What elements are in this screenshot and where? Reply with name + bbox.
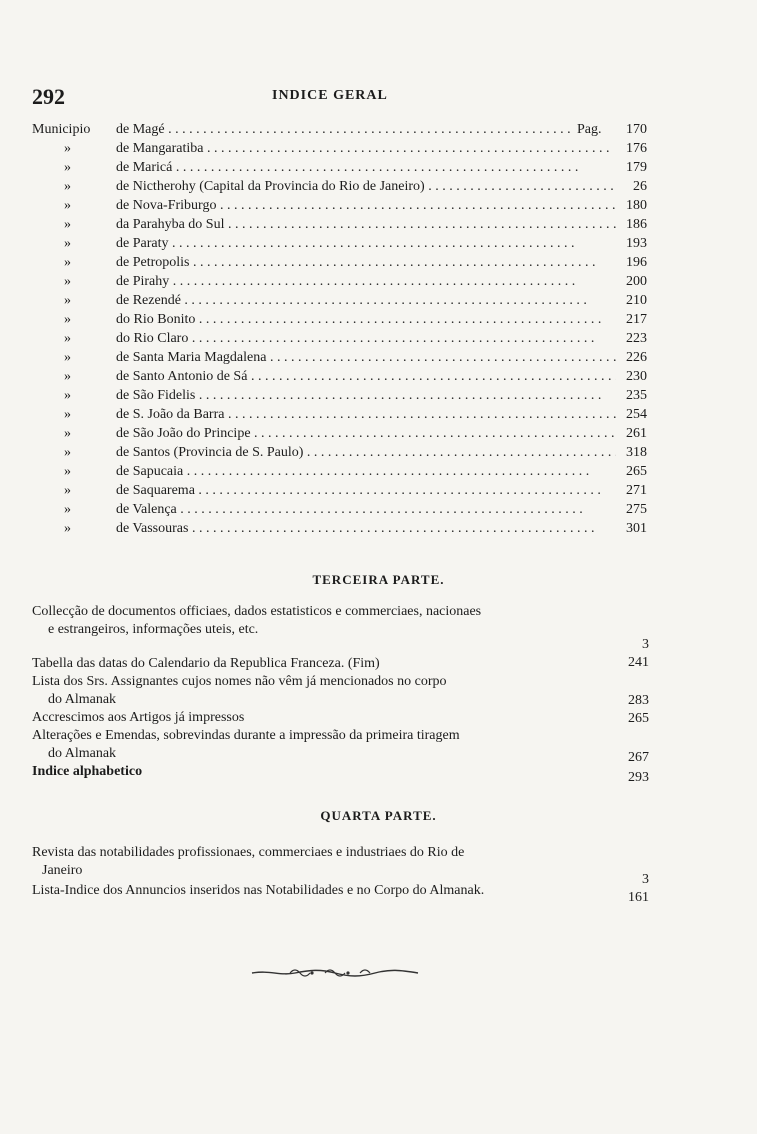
ditto-mark: »	[64, 141, 71, 156]
ditto-mark: »	[64, 369, 71, 384]
ditto-mark: »	[64, 502, 71, 517]
index-item	[32, 673, 602, 709]
index-item-text-cont: do Almanak	[48, 692, 117, 707]
index-item-text-cont: Janeiro	[42, 863, 83, 878]
ditto-mark: »	[64, 255, 71, 270]
index-item	[32, 844, 602, 880]
index-item-page: 3	[642, 637, 649, 652]
toc-page-number: 230	[626, 369, 647, 384]
index-item-text: Lista-Indice dos Annuncios inseridos nas Notabilidades e no Corpo do Almanak.	[32, 883, 485, 898]
ditto-mark: »	[64, 407, 71, 422]
toc-page-number: 261	[626, 426, 647, 441]
toc-entry: do Rio Claro . . .	[116, 331, 616, 347]
toc-line	[32, 388, 647, 407]
pag-label: Pag.	[573, 122, 602, 138]
index-item	[32, 882, 607, 900]
ditto-mark: »	[64, 236, 71, 251]
toc-line	[32, 331, 647, 350]
toc-entry: de São João do Principe . . .	[116, 426, 616, 442]
index-item-page: 293	[628, 770, 649, 785]
toc-page-number: 217	[626, 312, 647, 327]
ditto-mark: »	[64, 198, 71, 213]
toc-line	[32, 407, 647, 426]
ditto-mark: »	[64, 483, 71, 498]
ditto-mark: »	[64, 160, 71, 175]
toc-entry: de Santos (Provincia de S. Paulo) . . .	[116, 445, 616, 461]
index-item-text: Alterações e Emendas, sobrevindas durante a impressão da primeira tiragem	[32, 728, 460, 743]
toc-entry: de Santa Maria Magdalena . . .	[116, 350, 616, 366]
toc-entry: de Petropolis . . .	[116, 255, 616, 271]
toc-lead-label: Municipio	[32, 122, 91, 137]
toc-page-number: 176	[626, 141, 647, 156]
toc-entry: de Nova-Friburgo . . .	[116, 198, 616, 214]
toc-page-number: 226	[626, 350, 647, 365]
toc-page-number: 179	[626, 160, 647, 175]
toc-line	[32, 464, 647, 483]
ditto-mark: »	[64, 388, 71, 403]
toc-line	[32, 293, 647, 312]
toc-line	[32, 521, 647, 540]
index-item	[32, 727, 602, 763]
toc-line	[32, 445, 647, 464]
toc-line	[32, 369, 647, 388]
toc-line	[32, 179, 647, 198]
toc-page-number: 235	[626, 388, 647, 403]
ditto-mark: »	[64, 312, 71, 327]
toc-page-number: 301	[626, 521, 647, 536]
index-item-page: 283	[628, 693, 649, 708]
toc-page-number: 200	[626, 274, 647, 289]
end-ornament-icon	[250, 966, 420, 980]
toc-entry: da Parahyba do Sul . . .	[116, 217, 616, 233]
page-header	[32, 84, 412, 108]
toc-entry: de Saquarema . . .	[116, 483, 616, 499]
toc-line	[32, 236, 647, 255]
toc-line	[32, 312, 647, 331]
index-item	[32, 763, 602, 781]
index-item-page: 3	[642, 872, 649, 887]
toc-entry: de Nictherohy (Capital da Provincia do Rio de Janeiro) . . .	[116, 179, 616, 195]
index-item-text-cont: e estrangeiros, informações uteis, etc.	[48, 622, 259, 637]
toc-entry: de Valença . . .	[116, 502, 616, 518]
index-item	[32, 655, 602, 673]
index-item-page: 265	[628, 711, 649, 726]
index-item	[32, 709, 602, 727]
toc-page-number: 196	[626, 255, 647, 270]
toc-line	[32, 198, 647, 217]
toc-line	[32, 483, 647, 502]
ditto-mark: »	[64, 217, 71, 232]
toc-entry: de Paraty . . .	[116, 236, 616, 252]
section-heading-quarta: QUARTA PARTE.	[320, 808, 437, 823]
index-item-page: 241	[628, 655, 649, 670]
section-heading-terceira: TERCEIRA PARTE.	[312, 572, 445, 587]
index-item-text: Accrescimos aos Artigos já impressos	[32, 710, 245, 725]
toc-line	[32, 255, 647, 274]
index-item-text: Collecção de documentos officiaes, dados estatisticos e commerciaes, nacionaes	[32, 604, 482, 619]
toc-line	[32, 274, 647, 293]
toc-entry: de Mangaratiba . . .	[116, 141, 616, 157]
index-item-page: 161	[628, 890, 649, 905]
toc-line	[32, 426, 647, 445]
toc-entry: de São Fidelis . . .	[116, 388, 616, 404]
toc-page-number: 254	[626, 407, 647, 422]
toc-page-number: 193	[626, 236, 647, 251]
toc-entry: de Santo Antonio de Sá . . .	[116, 369, 616, 385]
toc-line	[32, 502, 647, 521]
ditto-mark: »	[64, 293, 71, 308]
ditto-mark: »	[64, 426, 71, 441]
toc-entry: de Sapucaia . . .	[116, 464, 616, 480]
toc-entry: de S. João da Barra . . .	[116, 407, 616, 423]
toc-page-number: 210	[626, 293, 647, 308]
toc-page-number: 170	[626, 122, 647, 137]
toc-line	[32, 217, 647, 236]
toc-page-number: 223	[626, 331, 647, 346]
toc-entry: de Rezendé . . .	[116, 293, 616, 309]
ditto-mark: »	[64, 350, 71, 365]
index-item-page: 267	[628, 750, 649, 765]
ditto-mark: »	[64, 521, 71, 536]
index-item-text-cont: do Almanak	[48, 746, 117, 761]
index-item-text: Tabella das datas do Calendario da Republica Franceza. (Fim)	[32, 656, 380, 671]
page-number: 292	[32, 84, 65, 109]
toc-line	[32, 350, 647, 369]
ditto-mark: »	[64, 331, 71, 346]
toc-entry: do Rio Bonito . . .	[116, 312, 616, 328]
ditto-mark: »	[64, 274, 71, 289]
toc-page-number: 275	[626, 502, 647, 517]
toc-page-number: 271	[626, 483, 647, 498]
toc-entry: de Magé . . .	[116, 122, 616, 138]
toc-page-number: 186	[626, 217, 647, 232]
toc-page-number: 26	[633, 179, 647, 194]
index-item-text: Revista das notabilidades profissionaes, commerciaes e industriaes do Rio de	[32, 845, 465, 860]
toc-line	[32, 122, 647, 141]
toc-entry: de Maricá . . .	[116, 160, 616, 176]
toc-line	[32, 160, 647, 179]
ditto-mark: »	[64, 445, 71, 460]
index-item-text: Indice alphabetico	[32, 764, 143, 779]
page-title: INDICE GERAL	[272, 88, 388, 103]
index-item-text: Lista dos Srs. Assignantes cujos nomes não vêm já mencionados no corpo	[32, 674, 447, 689]
toc-page-number: 265	[626, 464, 647, 479]
toc-entry: de Vassouras . . .	[116, 521, 616, 537]
toc-entry: de Pirahy . . .	[116, 274, 616, 290]
index-item	[32, 603, 602, 639]
toc-line	[32, 141, 647, 160]
ditto-mark: »	[64, 179, 71, 194]
ditto-mark: »	[64, 464, 71, 479]
toc-page-number: 180	[626, 198, 647, 213]
toc-page-number: 318	[626, 445, 647, 460]
